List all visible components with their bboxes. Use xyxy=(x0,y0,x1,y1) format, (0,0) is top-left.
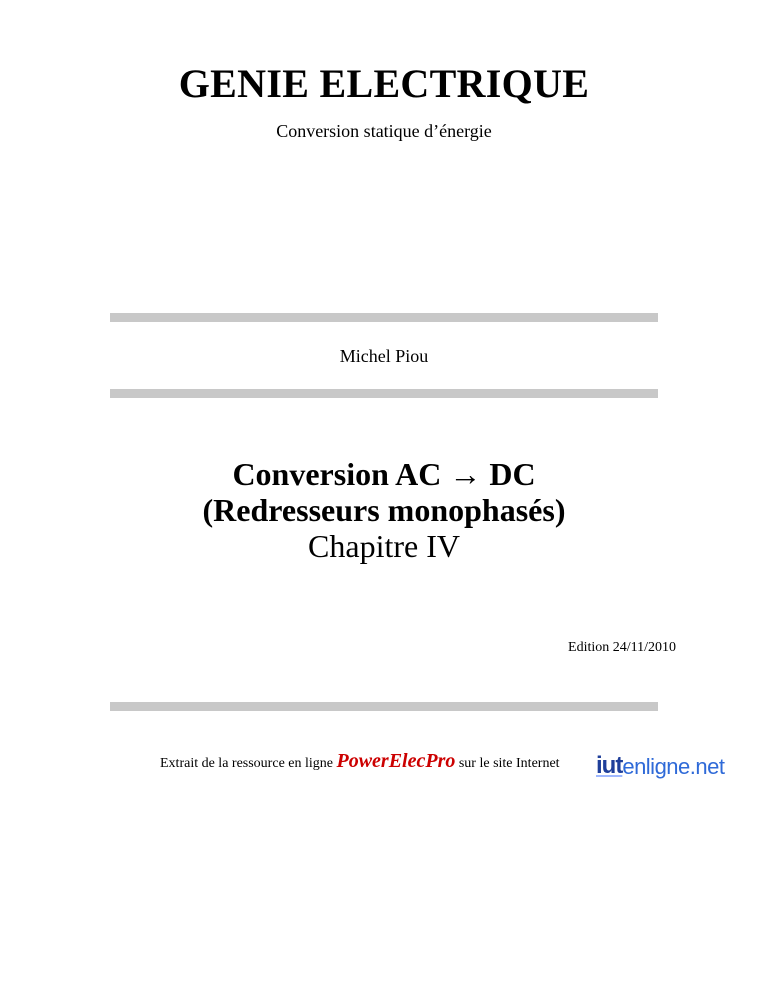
logo-enligne-text: enligne.net xyxy=(622,754,725,779)
source-note-suffix: sur le site Internet xyxy=(455,756,560,771)
source-note-prefix: Extrait de la ressource en ligne xyxy=(160,756,337,771)
powerelecpro-link[interactable]: PowerElecPro xyxy=(336,750,456,772)
iutenligne-logo[interactable] xyxy=(596,752,724,780)
chapter-subtitle: (Redresseurs monophasés) xyxy=(202,492,566,528)
chapter-title: Conversion AC → DC xyxy=(232,456,536,492)
author-name: Michel Piou xyxy=(339,346,429,366)
document-subtitle: Conversion statique d’énergie xyxy=(276,121,492,141)
divider-top xyxy=(110,313,658,322)
edition-date: Edition 24/11/2010 xyxy=(568,640,676,655)
chapter-number: Chapitre IV xyxy=(308,528,460,564)
document-title: GENIE ELECTRIQUE xyxy=(178,61,590,106)
source-note xyxy=(160,750,560,773)
divider-bottom xyxy=(110,702,658,711)
divider-middle xyxy=(110,389,658,398)
logo-iut-text: iut xyxy=(596,752,623,779)
